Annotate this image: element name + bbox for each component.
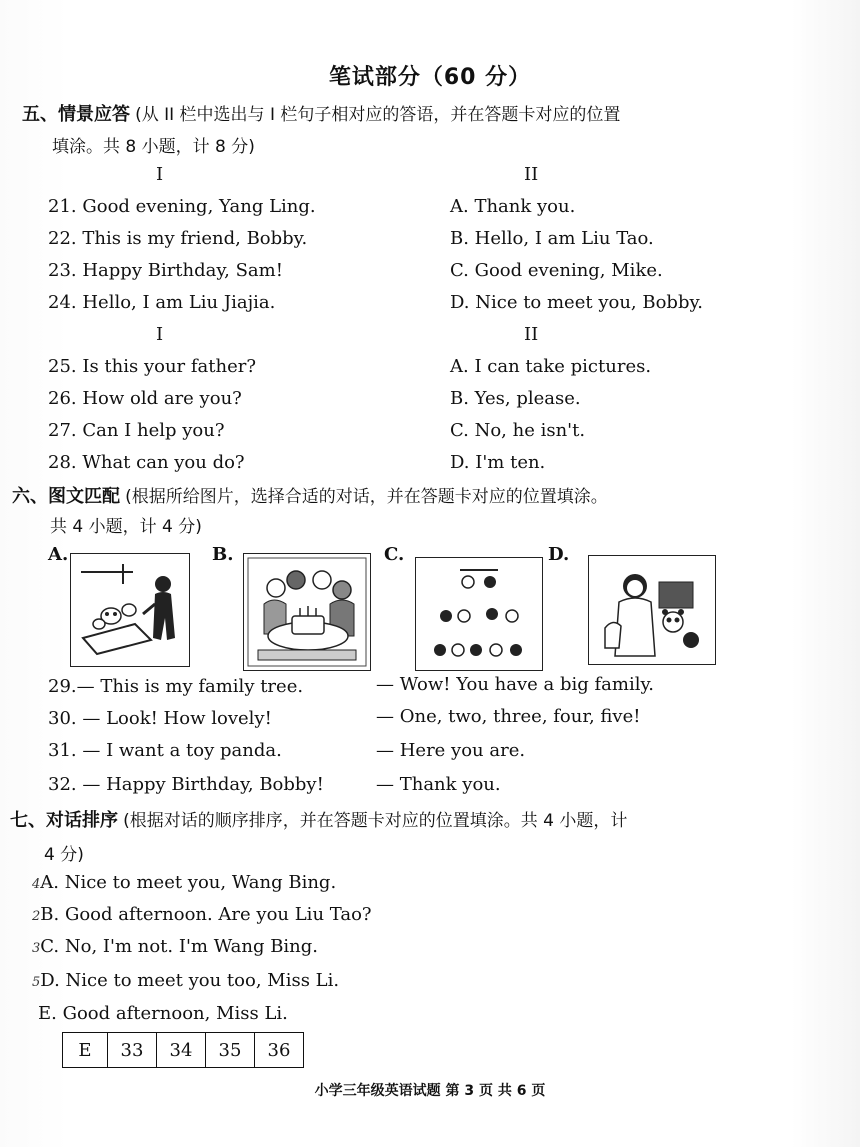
col-head-ii-2: II [524, 324, 539, 345]
order-cell: 33 [108, 1033, 157, 1068]
col-head-i: I [156, 164, 164, 185]
dialogue-29-line1: 29.— This is my family tree. [48, 676, 304, 697]
section7-heading: 七、对话排序 [10, 810, 118, 831]
question-22: 22. This is my friend, Bobby. [48, 228, 308, 249]
answer-a: A. Thank you. [450, 196, 576, 217]
order-cell: E [63, 1033, 108, 1068]
dialogue-32-line2: — Thank you. [376, 774, 501, 795]
handwritten-mark: 5 [32, 975, 41, 990]
question-27: 27. Can I help you? [48, 420, 225, 441]
answer-a-2: A. I can take pictures. [450, 356, 652, 377]
toy-panda-illustration [589, 556, 715, 664]
dialogue-31-line2: — Here you are. [376, 740, 526, 761]
section7-instruction: (根据对话的顺序排序，并在答题卡对应的位置填涂。共 4 小题，计 [123, 811, 628, 831]
page-title: 笔试部分（60 分） [328, 65, 532, 90]
answer-d: D. Nice to meet you, Bobby. [450, 292, 703, 313]
picture-a [70, 553, 190, 667]
order-cell: 34 [157, 1033, 206, 1068]
order-item-a [32, 872, 336, 893]
dialogue-32-line1: 32. — Happy Birthday, Bobby! [48, 774, 324, 795]
order-item-e: E. Good afternoon, Miss Li. [38, 1003, 288, 1024]
family-tree-illustration [416, 558, 542, 670]
picture-b [243, 553, 371, 671]
picture-label-b: B. [212, 544, 234, 565]
picture-label-a: A. [48, 544, 69, 565]
order-item-text: C. No, I'm not. I'm Wang Bing. [40, 936, 319, 957]
question-25: 25. Is this your father? [48, 356, 257, 377]
dialogue-30-line2: — One, two, three, four, five! [376, 706, 641, 727]
section5-instruction: (从 II 栏中选出与 I 栏句子相对应的答语，并在答题卡对应的位置 [135, 105, 621, 125]
section7-instruction-cont: 4 分) [44, 845, 84, 865]
section5-header [22, 100, 620, 126]
order-item-b [32, 904, 372, 925]
order-item-text: B. Good afternoon. Are you Liu Tao? [40, 904, 372, 925]
section7-header [10, 806, 627, 832]
picture-d [588, 555, 716, 665]
question-24: 24. Hello, I am Liu Jiajia. [48, 292, 276, 313]
dialogue-30-line1: 30. — Look! How lovely! [48, 708, 272, 729]
section6-instruction: (根据所给图片，选择合适的对话，并在答题卡对应的位置填涂。 [125, 487, 608, 507]
question-28: 28. What can you do? [48, 452, 245, 473]
section6-header [12, 482, 608, 508]
question-26: 26. How old are you? [48, 388, 242, 409]
section5-heading: 五、情景应答 [22, 104, 130, 125]
section5-instruction-cont: 填涂。共 8 小题，计 8 分) [52, 137, 255, 157]
question-21: 21. Good evening, Yang Ling. [48, 196, 316, 217]
order-item-d [32, 970, 339, 991]
order-item-text: D. Nice to meet you too, Miss Li. [40, 970, 340, 991]
picture-label-d: D. [548, 544, 570, 565]
order-answer-table [62, 1032, 304, 1068]
dialogue-31-line1: 31. — I want a toy panda. [48, 740, 282, 761]
handwritten-mark: 2 [32, 909, 41, 924]
col-head-ii: II [524, 164, 539, 185]
section6-heading: 六、图文匹配 [12, 486, 120, 507]
answer-d-2: D. I'm ten. [450, 452, 546, 473]
handwritten-mark: 3 [32, 941, 41, 956]
birthday-party-illustration [244, 554, 370, 670]
picture-c [415, 557, 543, 671]
picture-label-c: C. [384, 544, 405, 565]
order-cell: 35 [206, 1033, 255, 1068]
handwritten-mark: 4 [32, 877, 41, 892]
dialogue-29-line2: — Wow! You have a big family. [376, 674, 654, 695]
section6-instruction-cont: 共 4 小题，计 4 分) [50, 517, 202, 537]
toys-illustration [71, 554, 189, 666]
order-item-c [32, 936, 318, 957]
page-footer: 小学三年级英语试题 第 3 页 共 6 页 [314, 1083, 546, 1099]
col-head-i-2: I [156, 324, 164, 345]
question-23: 23. Happy Birthday, Sam! [48, 260, 283, 281]
answer-b: B. Hello, I am Liu Tao. [450, 228, 654, 249]
order-item-text: A. Nice to meet you, Wang Bing. [40, 872, 337, 893]
answer-c-2: C. No, he isn't. [450, 420, 586, 441]
answer-c: C. Good evening, Mike. [450, 260, 663, 281]
answer-b-2: B. Yes, please. [450, 388, 581, 409]
order-cell: 36 [255, 1033, 304, 1068]
